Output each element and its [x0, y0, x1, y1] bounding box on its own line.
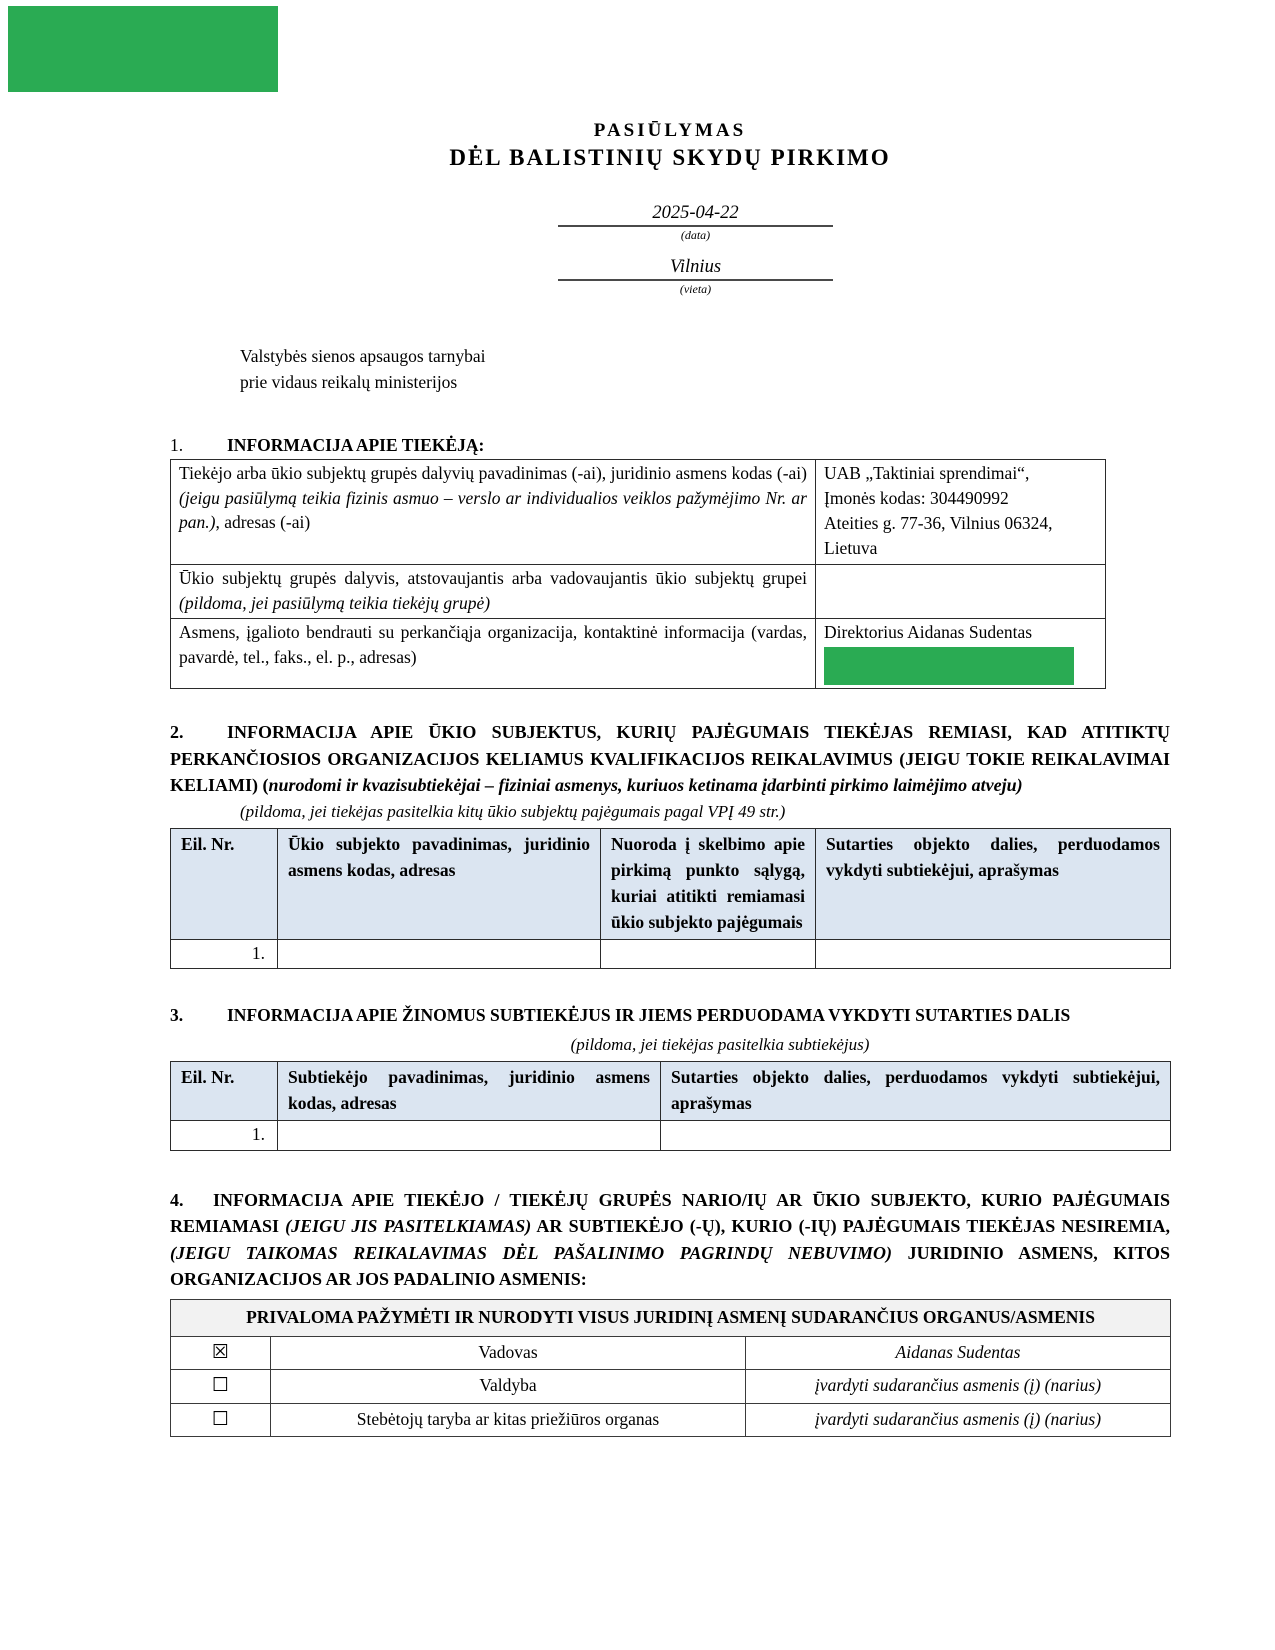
subcontractors-table	[170, 1061, 1171, 1151]
supplier-info-table	[170, 459, 1106, 689]
section4-number: 4.	[170, 1189, 184, 1210]
recipient-line: Valstybės sienos apsaugos tarnybai	[240, 346, 486, 366]
place-value: Vilnius	[558, 257, 833, 281]
table-row	[171, 619, 1106, 689]
company-code: Įmonės kodas: 304490992	[824, 488, 1009, 508]
field-value-cell	[816, 460, 1106, 565]
table-row	[171, 565, 1106, 619]
field-value-cell	[816, 565, 1106, 619]
section3-caption: (pildoma, jei tiekėjas pasitelkia subtiekėjus)	[570, 1035, 870, 1054]
section2-number: 2.	[170, 722, 184, 742]
section2-heading	[170, 719, 1170, 799]
organ-label: Vadovas	[271, 1336, 746, 1370]
redaction-green-box	[824, 647, 1074, 685]
empty-cell	[816, 939, 1171, 969]
organ-members-value: Aidanas Sudentas	[746, 1336, 1171, 1370]
table-row	[171, 1336, 1171, 1370]
checkbox-unchecked-icon: ☐	[171, 1370, 271, 1404]
column-header: Nuoroda į skelbimo apie pirkimą punkto sąlygą, kuriai atitikti remiamasi ūkio subjekto pajėgumais	[601, 828, 816, 939]
table-header-row	[171, 828, 1171, 939]
column-header: Sutarties objekto dalies, perduodamos vykdyti subtiekėjui, aprašymas	[661, 1062, 1171, 1121]
organ-members-value: įvardyti sudarančius asmenis (į) (narius)	[746, 1370, 1171, 1404]
field-label-cell: Ūkio subjektų grupės dalyvis, atstovaujantis arba vadovaujantis ūkio subjektų grupei (pildoma, jei pasiūlymą teikia tiekėjų grupė)	[171, 565, 816, 619]
table-row	[171, 939, 1171, 969]
place-caption: (vieta)	[679, 282, 712, 296]
section3-heading	[170, 1005, 1170, 1026]
section1-number: 1.	[170, 435, 184, 455]
supplier-name: UAB „Taktiniai sprendimai“,	[824, 463, 1030, 483]
table-header-row	[171, 1062, 1171, 1121]
field-value-cell	[816, 619, 1106, 689]
date-value: 2025-04-22	[558, 203, 833, 227]
address-country: Lietuva	[824, 538, 878, 558]
title-line-2: DĖL BALISTINIŲ SKYDŲ PIRKIMO	[449, 145, 891, 170]
document-title	[170, 120, 1170, 171]
section4-title: INFORMACIJA APIE TIEKĖJO / TIEKĖJŲ GRUPĖS NARIO/IŲ AR ŪKIO SUBJEKTO, KURIO PAJĖGUMAIS REMIAMASI (JEIGU JIS PASITELKIAMAS) AR SUBTIEKĖJO (-Ų), KURIO (-IŲ) PAJĖGUMAIS TIEKĖJAS NESIREMIA, (JEIGU TAIKOMAS REIKALAVIMAS DĖL PAŠALINIMO PAGRINDŲ NEBUVIMO) JURIDINIO ASMENS, KITOS ORGANIZACIJOS AR JOS PADALINIO ASMENIS:	[170, 1189, 1171, 1289]
section1-heading	[170, 435, 1170, 456]
checkbox-checked-icon: ☒	[171, 1336, 271, 1370]
table-row	[171, 1370, 1171, 1404]
column-header: Eil. Nr.	[171, 828, 278, 939]
table-header-row	[171, 1299, 1171, 1336]
recipient-address	[240, 343, 1170, 395]
column-header: Ūkio subjekto pavadinimas, juridinio asmens kodas, adresas	[278, 828, 601, 939]
document-body	[170, 0, 1170, 1437]
section2-caption: (pildoma, jei tiekėjas pasitelkia kitų ūkio subjektų pajėgumais pagal VPĮ 49 str.)	[240, 801, 786, 821]
contact-person: Direktorius Aidanas Sudentas	[824, 622, 1033, 642]
field-label-cell: Asmens, įgalioto bendrauti su perkančiąja organizacija, kontaktinė informacija (vardas, pavardė, tel., faks., el. p., adresas)	[171, 619, 816, 689]
organ-label: Stebėtojų taryba ar kitas priežiūros organas	[271, 1403, 746, 1437]
place-field	[558, 257, 833, 297]
title-line-1: PASIŪLYMAS	[593, 120, 747, 141]
empty-cell	[278, 1121, 661, 1151]
column-header: Eil. Nr.	[171, 1062, 278, 1121]
row-number-cell: 1.	[171, 1121, 278, 1151]
legal-entity-organs-table	[170, 1299, 1171, 1438]
empty-cell	[601, 939, 816, 969]
row-number-cell: 1.	[171, 939, 278, 969]
date-field	[558, 203, 833, 243]
field-label-cell: Tiekėjo arba ūkio subjektų grupės dalyvių pavadinimas (-ai), juridinio asmens kodas (-ai) (jeigu pasiūlymą teikia fizinis asmuo – verslo ar individualios veiklos pažymėjimo Nr. ar pan.), adresas (-ai)	[171, 460, 816, 565]
column-header: Subtiekėjo pavadinimas, juridinio asmens kodas, adresas	[278, 1062, 661, 1121]
table-row	[171, 1403, 1171, 1437]
checkbox-unchecked-icon: ☐	[171, 1403, 271, 1437]
column-header: Sutarties objekto dalies, perduodamos vykdyti subtiekėjui, aprašymas	[816, 828, 1171, 939]
address-line: Ateities g. 77-36, Vilnius 06324,	[824, 513, 1053, 533]
table-row	[171, 1121, 1171, 1151]
empty-cell	[661, 1121, 1171, 1151]
section3-title: INFORMACIJA APIE ŽINOMUS SUBTIEKĖJUS IR JIEMS PERDUODAMA VYKDYTI SUTARTIES DALIS	[227, 1005, 1071, 1025]
section2-title: INFORMACIJA APIE ŪKIO SUBJEKTUS, KURIŲ PAJĖGUMAIS TIEKĖJAS REMIASI, KAD ATITIKTŲ PERKANČIOSIOS ORGANIZACIJOS KELIAMUS KVALIFIKACIJOS REIKALAVIMUS (JEIGU TOKIE REIKALAVIMAI KELIAMI) (nurodomi ir kvazisubtiekėjai – fiziniai asmenys, kuriuos ketinama įdarbinti pirkimo laimėjimo atveju)	[170, 722, 1170, 795]
table-title: PRIVALOMA PAŽYMĖTI IR NURODYTI VISUS JURIDINĮ ASMENĮ SUDARANČIUS ORGANUS/ASMENIS	[171, 1299, 1171, 1336]
recipient-line: prie vidaus reikalų ministerijos	[240, 372, 458, 392]
section3-number: 3.	[170, 1005, 184, 1025]
organ-members-value: įvardyti sudarančius asmenis (į) (narius)	[746, 1403, 1171, 1437]
relied-entities-table	[170, 828, 1171, 970]
section4-heading	[170, 1187, 1170, 1293]
section1-title: INFORMACIJA APIE TIEKĖJĄ:	[227, 435, 485, 455]
empty-cell	[278, 939, 601, 969]
organ-label: Valdyba	[271, 1370, 746, 1404]
date-caption: (data)	[680, 228, 711, 242]
table-row	[171, 460, 1106, 565]
